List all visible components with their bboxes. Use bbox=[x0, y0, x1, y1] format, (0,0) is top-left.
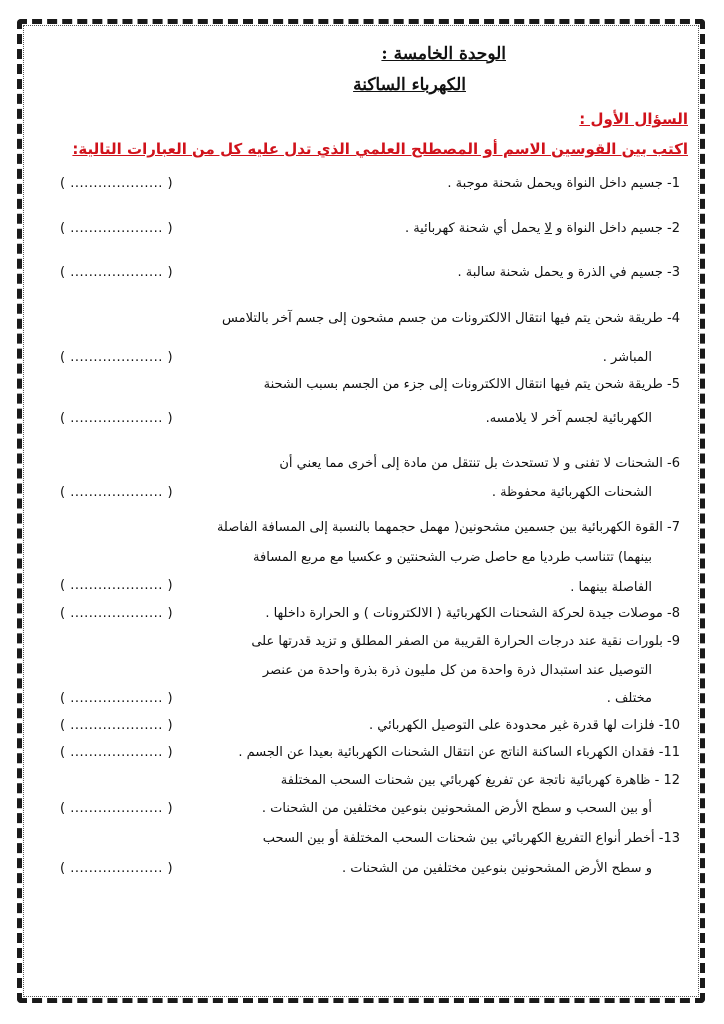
item-5-text-line-1: 5- طريقة شحن يتم فيها انتقال الالكترونات إلى جزء من الجسم بسبب الشحنة bbox=[263, 377, 680, 392]
item-2-text-end: يحمل أي شحنة كهربائية . bbox=[404, 221, 541, 236]
item-9-blank[interactable]: ( .................... ) bbox=[60, 691, 174, 706]
item-10-blank[interactable]: ( .................... ) bbox=[60, 718, 174, 733]
item-2-text bbox=[405, 221, 680, 236]
item-7-text-line-3: الفاصلة بينهما . bbox=[570, 580, 652, 595]
item-12-text-line-2: أو بين السحب و سطح الأرض المشحونين بنوعين مختلفين من الشحنات . bbox=[261, 801, 652, 816]
item-5-blank[interactable]: ( .................... ) bbox=[60, 411, 174, 426]
item-9-text-line-3: مختلف . bbox=[606, 691, 652, 706]
item-10-text: 10- فلزات لها قدرة غير محدودة على التوصيل الكهربائي . bbox=[369, 718, 680, 733]
item-7-text-line-2: بينهما) تتناسب طرديا مع حاصل ضرب الشحنتين و عكسيا مع مربع المسافة bbox=[253, 550, 652, 565]
item-7-blank[interactable]: ( .................... ) bbox=[60, 578, 174, 593]
item-8-blank[interactable]: ( .................... ) bbox=[60, 606, 174, 621]
item-3-text: 3- جسيم في الذرة و يحمل شحنة سالبة . bbox=[457, 265, 680, 280]
item-9-text-line-2: التوصيل عند استبدال ذرة واحدة من كل مليون ذرة بذرة واحدة من عنصر bbox=[262, 663, 652, 678]
item-13-blank[interactable]: ( .................... ) bbox=[60, 861, 174, 876]
item-2-text-start: 2- جسيم داخل النواة و bbox=[556, 221, 680, 236]
item-13-text-line-1: 13- أخطر أنواع التفريغ الكهربائي بين شحنات السحب المختلفة أو بين السحب bbox=[262, 831, 680, 846]
item-4-text-line-1: 4- طريقة شحن يتم فيها انتقال الالكترونات من جسم مشحون إلى جسم آخر بالتلامس bbox=[222, 311, 680, 326]
page-inner-border bbox=[23, 25, 699, 997]
item-11-text: 11- فقدان الكهرباء الساكنة الناتج عن انتقال الشحنات الكهربائية بعيدا عن الجسم . bbox=[238, 745, 680, 760]
unit-title: الوحدة الخامسة : bbox=[381, 44, 506, 64]
item-2-blank[interactable]: ( .................... ) bbox=[60, 221, 174, 236]
item-4-blank[interactable]: ( .................... ) bbox=[60, 350, 174, 365]
question-title: السؤال الأول : bbox=[579, 110, 688, 128]
lesson-title: الكهرباء الساكنة bbox=[353, 75, 466, 95]
item-7-text-line-1: 7- القوة الكهربائية بين جسمين مشحونين( مهمل حجمهما بالنسبة إلى المسافة الفاصلة bbox=[216, 520, 680, 535]
item-1-text: 1- جسيم داخل النواة ويحمل شحنة موجبة . bbox=[447, 176, 680, 191]
item-12-blank[interactable]: ( .................... ) bbox=[60, 801, 174, 816]
item-11-blank[interactable]: ( .................... ) bbox=[60, 745, 174, 760]
item-12-text-line-1: 12 - ظاهرة كهربائية ناتجة عن تفريغ كهربائي بين شحنات السحب المختلفة bbox=[280, 773, 680, 788]
item-6-text-line-2: الشحنات الكهربائية محفوظة . bbox=[491, 485, 652, 500]
item-5-text-line-2: الكهربائية لجسم آخر لا يلامسه. bbox=[485, 411, 652, 426]
item-2-underlined-word: لا bbox=[544, 221, 552, 236]
question-instruction: اكتب بين القوسين الاسم أو المصطلح العلمي الذي تدل عليه كل من العبارات التالية: bbox=[72, 140, 688, 158]
item-6-blank[interactable]: ( .................... ) bbox=[60, 485, 174, 500]
item-1-blank[interactable]: ( .................... ) bbox=[60, 176, 174, 191]
item-3-blank[interactable]: ( .................... ) bbox=[60, 265, 174, 280]
item-4-text-line-2: المباشر . bbox=[602, 350, 652, 365]
item-6-text-line-1: 6- الشحنات لا تفنى و لا تستحدث بل تنتقل من مادة إلى أخرى مما يعني أن bbox=[279, 456, 680, 471]
item-8-text: 8- موصلات جيدة لحركة الشحنات الكهربائية ( الالكترونات ) و الحرارة داخلها . bbox=[265, 606, 680, 621]
item-13-text-line-2: و سطح الأرض المشحونين بنوعين مختلفين من الشحنات . bbox=[341, 861, 652, 876]
item-9-text-line-1: 9- بلورات نقية عند درجات الحرارة القريبة من الصفر المطلق و تزيد قدرتها على bbox=[251, 634, 680, 649]
